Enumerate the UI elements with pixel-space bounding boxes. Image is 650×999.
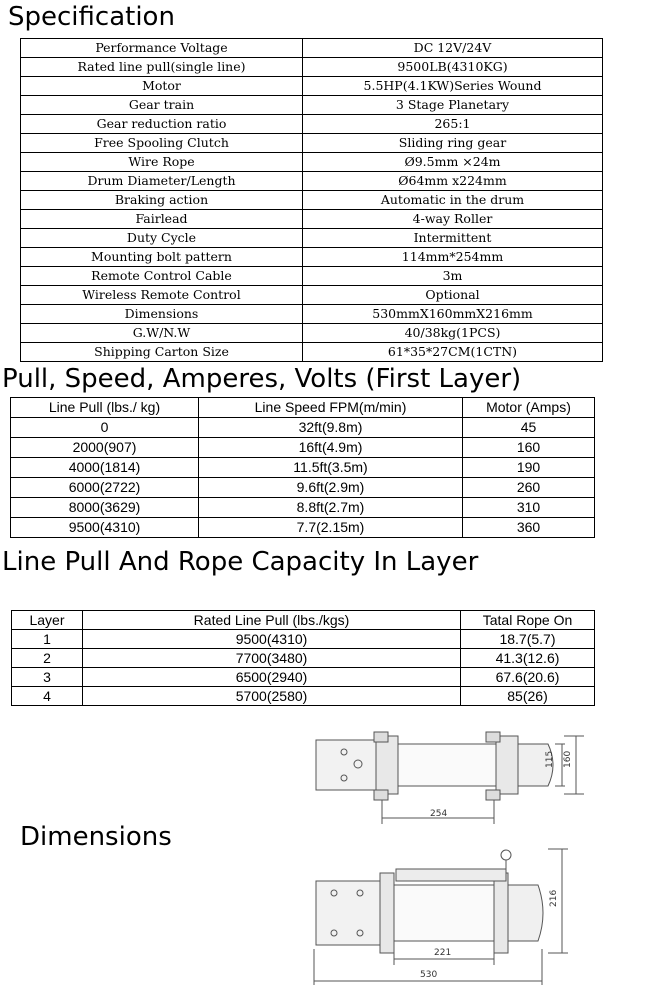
table-cell: Free Spooling Clutch [21,134,303,153]
table-cell: Shipping Carton Size [21,343,303,362]
side-view-drum-length-label: 221 [434,948,452,958]
table-cell: Performance Voltage [21,39,303,58]
side-view-total-length-label: 530 [420,970,438,980]
table-header-cell: Layer [12,611,83,630]
table-cell: 67.6(20.6) [461,668,595,687]
table-cell: Dimensions [21,305,303,324]
table-row [21,286,603,305]
table-cell: Rated line pull(single line) [21,58,303,77]
table-cell: 9500(4310) [11,518,199,538]
table-row [21,324,603,343]
table-row [21,115,603,134]
winch-top-view-drawing [300,722,600,832]
table-cell: Duty Cycle [21,229,303,248]
table-cell: 16ft(4.9m) [199,438,463,458]
top-view-bolt-length-label: 254 [430,809,448,819]
table-cell: Drum Diameter/Length [21,172,303,191]
table-row [21,343,603,362]
table-row [12,687,595,706]
table-cell: Mounting bolt pattern [21,248,303,267]
table-header-cell: Rated Line Pull (lbs./kgs) [83,611,461,630]
table-cell: Gear train [21,96,303,115]
table-cell: 7700(3480) [83,649,461,668]
table-cell: 45 [463,418,595,438]
table-header-cell: Tatal Rope On [461,611,595,630]
table-row [21,134,603,153]
table-cell: 360 [463,518,595,538]
table-cell: Ø64mm x224mm [303,172,603,191]
specification-title: Specification [8,2,175,32]
winch-side-view-drawing [300,845,600,990]
table-row [21,191,603,210]
table-cell: 61*35*27CM(1CTN) [303,343,603,362]
pull-speed-table [10,397,595,538]
table-cell: Automatic in the drum [303,191,603,210]
table-cell: 9.6ft(2.9m) [199,478,463,498]
table-row [21,77,603,96]
table-cell: 9500LB(4310KG) [303,58,603,77]
table-cell: Wire Rope [21,153,303,172]
table-cell: Wireless Remote Control [21,286,303,305]
side-view-height-label: 216 [549,889,559,907]
table-cell: Motor [21,77,303,96]
table-cell: G.W/N.W [21,324,303,343]
table-header-row [11,398,595,418]
table-row [21,96,603,115]
table-cell: Braking action [21,191,303,210]
table-row [11,478,595,498]
table-cell: 2000(907) [11,438,199,458]
table-cell: 8000(3629) [11,498,199,518]
table-row [21,229,603,248]
table-row [11,438,595,458]
top-view-outer-height-label: 160 [563,750,573,768]
table-cell: Ø9.5mm ×24m [303,153,603,172]
table-cell: 1 [12,630,83,649]
table-cell: 4000(1814) [11,458,199,478]
table-row [21,153,603,172]
table-cell: Intermittent [303,229,603,248]
table-cell: 114mm*254mm [303,248,603,267]
table-row [12,649,595,668]
table-header-cell: Motor (Amps) [463,398,595,418]
table-row [21,172,603,191]
table-row [21,305,603,324]
rope-capacity-table [11,610,595,706]
top-view-inner-height-label: 115 [545,750,555,768]
table-row [11,418,595,438]
table-row [12,630,595,649]
table-cell: 8.8ft(2.7m) [199,498,463,518]
table-cell: 6000(2722) [11,478,199,498]
table-cell: 260 [463,478,595,498]
table-cell: 3m [303,267,603,286]
table-cell: 4-way Roller [303,210,603,229]
table-row [11,518,595,538]
table-cell: 530mmX160mmX216mm [303,305,603,324]
table-cell: 32ft(9.8m) [199,418,463,438]
table-cell: 6500(2940) [83,668,461,687]
table-cell: Gear reduction ratio [21,115,303,134]
table-cell: 11.5ft(3.5m) [199,458,463,478]
specification-table [20,38,603,362]
table-cell: 265:1 [303,115,603,134]
table-row [21,58,603,77]
table-cell: 4 [12,687,83,706]
table-row [21,39,603,58]
table-cell: 190 [463,458,595,478]
table-cell: Remote Control Cable [21,267,303,286]
table-cell: 3 Stage Planetary [303,96,603,115]
table-cell: 3 [12,668,83,687]
table-cell: 0 [11,418,199,438]
table-header-cell: Line Pull (lbs./ kg) [11,398,199,418]
table-cell: Optional [303,286,603,305]
table-row [21,248,603,267]
table-cell: 310 [463,498,595,518]
table-cell: 85(26) [461,687,595,706]
table-cell: 160 [463,438,595,458]
table-cell: 18.7(5.7) [461,630,595,649]
table-cell: 7.7(2.15m) [199,518,463,538]
table-cell: 5.5HP(4.1KW)Series Wound [303,77,603,96]
table-header-row [12,611,595,630]
table-cell: 2 [12,649,83,668]
table-cell: 40/38kg(1PCS) [303,324,603,343]
table-cell: DC 12V/24V [303,39,603,58]
pull-speed-title: Pull, Speed, Amperes, Volts (First Layer) [2,364,522,394]
table-row [11,458,595,478]
table-row [11,498,595,518]
table-header-cell: Line Speed FPM(m/min) [199,398,463,418]
table-row [21,210,603,229]
table-cell: Fairlead [21,210,303,229]
table-cell: 5700(2580) [83,687,461,706]
table-cell: 9500(4310) [83,630,461,649]
table-cell: Sliding ring gear [303,134,603,153]
table-cell: 41.3(12.6) [461,649,595,668]
rope-capacity-title: Line Pull And Rope Capacity In Layer [2,547,479,577]
dimensions-title: Dimensions [20,822,172,852]
table-row [21,267,603,286]
table-row [12,668,595,687]
